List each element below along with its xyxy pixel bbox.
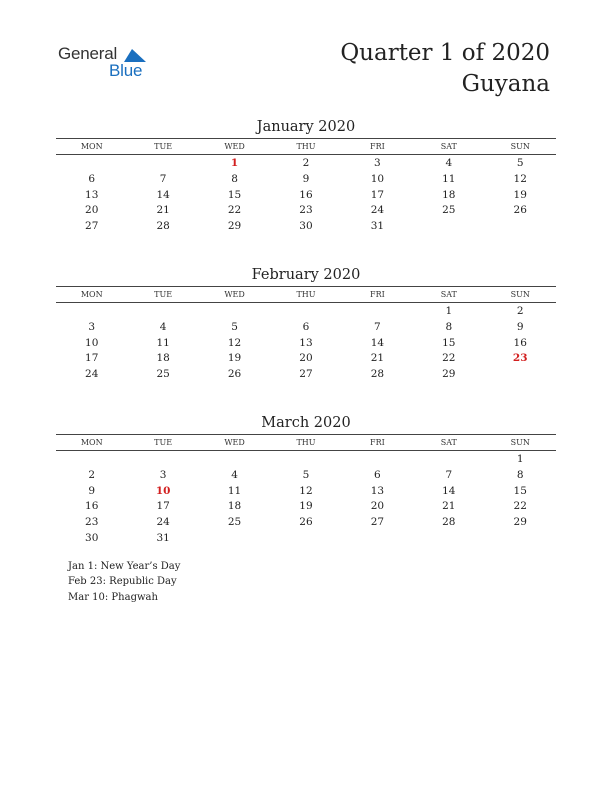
day-cell: 24 [156,516,170,529]
weekday-label: THU [296,290,316,299]
day-cell [199,531,270,547]
day-cell [485,531,556,547]
day-cell: 17 [85,352,99,365]
weekday-label: SAT [440,142,457,151]
week-row [56,219,556,235]
weekday-label: TUE [154,290,173,299]
day-cell [413,531,484,547]
day-cell: 13 [370,484,385,497]
day-cell [127,452,198,468]
day-cell [485,219,556,235]
day-cell: 22 [442,352,456,365]
day-cell: 16 [299,188,313,201]
weekday-label: TUE [154,438,173,447]
brand-logo [58,44,158,84]
weekday-label: MON [80,438,103,447]
weekday-label: SUN [510,438,530,447]
holiday-day-cell: 23 [512,352,528,365]
week-row [56,351,556,367]
day-cell [199,304,270,320]
day-cell: 23 [85,516,99,529]
day-cell: 17 [370,188,385,201]
holiday-day-cell: 1 [230,157,239,169]
day-cell: 10 [85,336,99,349]
weekday-label: SAT [440,438,457,447]
weekday-label: FRI [370,290,385,299]
day-cell: 3 [374,157,381,169]
day-cell: 2 [88,468,96,481]
week-row [56,336,556,352]
day-cell: 8 [516,468,524,481]
day-cell: 11 [156,336,170,349]
week-row [56,499,556,515]
day-cell: 26 [227,368,242,381]
day-cell [199,452,270,468]
day-cell: 21 [370,352,385,365]
week-row [56,172,556,188]
day-cell: 18 [442,188,456,201]
week-row [56,156,556,172]
weekday-label: FRI [370,438,385,447]
week-row [56,452,556,468]
week-row [56,484,556,500]
week-row [56,367,556,383]
day-cell [413,452,484,468]
day-cell: 19 [299,500,313,513]
day-cell: 26 [299,516,313,529]
day-cell: 25 [156,368,170,381]
week-row [56,468,556,484]
day-cell: 20 [85,204,99,217]
month-title: February 2020 [251,267,361,283]
week-row [56,531,556,547]
day-cell: 23 [299,204,313,217]
day-cell: 4 [231,468,238,481]
quarter-title: Quarter 1 of 2020 [340,40,550,66]
day-cell: 15 [442,336,456,349]
day-cell: 6 [302,320,310,333]
day-cell: 4 [445,157,453,169]
day-cell [270,452,341,468]
weekday-label: FRI [370,142,385,151]
day-cell: 19 [227,352,242,365]
day-cell: 31 [370,220,385,233]
day-cell: 25 [442,204,456,217]
day-cell: 28 [156,220,170,233]
weekday-label: SAT [440,290,457,299]
day-cell: 15 [513,484,527,497]
holiday-note: Jan 1: New Year’s Day [68,561,181,572]
day-cell: 16 [85,500,99,513]
month-title: March 2020 [261,415,351,431]
day-cell: 7 [159,172,167,185]
weekday-label: MON [80,142,103,151]
day-cell: 28 [442,516,456,529]
day-cell: 20 [370,500,385,513]
day-cell: 24 [85,368,99,381]
day-cell: 6 [88,172,96,185]
day-cell: 16 [513,336,527,349]
day-cell [342,452,413,468]
day-cell: 22 [227,204,242,217]
weekday-header-row [56,434,556,451]
day-cell [342,304,413,320]
day-cell: 11 [227,484,242,497]
day-cell [56,304,127,320]
day-cell: 3 [159,468,167,481]
day-cell: 9 [516,320,524,333]
weekday-label: WED [224,142,245,151]
weekday-label: WED [224,290,245,299]
day-cell: 1 [516,453,524,465]
month-calendar [56,265,556,383]
page-title [340,38,550,100]
day-cell: 9 [88,484,96,497]
month-title: January 2020 [256,119,356,135]
day-cell: 12 [227,336,242,349]
day-cell [342,531,413,547]
day-cell: 4 [159,320,167,333]
logo-text-blue: Blue [109,61,143,80]
day-cell: 18 [227,500,242,513]
day-cell: 22 [513,500,527,513]
day-cell: 18 [156,352,170,365]
day-cell: 2 [302,157,310,169]
day-cell: 3 [88,320,96,333]
day-cell: 8 [445,320,453,333]
day-cell: 25 [227,516,242,529]
day-cell: 30 [85,531,99,544]
day-cell: 31 [156,531,170,544]
day-cell: 27 [299,368,313,381]
day-cell: 28 [370,368,385,381]
week-row [56,515,556,531]
week-row [56,304,556,320]
day-cell [270,531,341,547]
day-cell: 29 [513,516,527,529]
day-cell [270,304,341,320]
weekday-label: WED [224,438,245,447]
day-cell: 14 [370,336,385,349]
month-calendar [56,117,556,235]
day-cell: 5 [231,320,238,333]
day-cell [56,452,127,468]
day-cell: 14 [442,484,456,497]
day-cell: 8 [231,172,238,185]
day-cell: 5 [516,157,524,169]
week-row [56,320,556,336]
weekday-label: THU [296,142,316,151]
day-cell: 27 [370,516,385,529]
country-title: Guyana [461,71,550,97]
day-cell [127,304,198,320]
day-cell [56,156,127,172]
day-cell: 7 [374,320,381,333]
day-cell: 13 [299,336,313,349]
day-cell: 30 [299,220,313,233]
day-cell: 2 [516,305,524,317]
weekday-label: THU [296,438,316,447]
day-cell: 27 [85,220,99,233]
day-cell: 6 [374,468,381,481]
day-cell: 9 [302,172,310,185]
week-row [56,188,556,204]
holiday-day-cell: 10 [155,484,171,497]
day-cell: 11 [442,172,456,185]
day-cell: 14 [156,188,170,201]
day-cell: 26 [513,204,527,217]
day-cell [485,367,556,383]
day-cell: 13 [85,188,99,201]
day-cell: 17 [156,500,170,513]
day-cell: 7 [445,468,453,481]
day-cell: 24 [370,204,385,217]
day-cell: 15 [227,188,242,201]
weekday-label: SUN [510,290,530,299]
weekday-header-row [56,138,556,155]
day-cell: 5 [302,468,310,481]
day-cell: 1 [445,305,453,317]
day-cell: 21 [156,204,170,217]
day-cell [413,219,484,235]
logo-triangle-icon [124,46,146,62]
holiday-note: Feb 23: Republic Day [68,576,177,588]
day-cell [127,156,198,172]
day-cell: 12 [513,172,527,185]
day-cell: 10 [370,172,385,185]
holiday-notes [68,559,180,605]
logo-text-general: General [58,44,118,63]
weekday-header-row [56,286,556,303]
month-calendar [56,413,556,547]
day-cell: 29 [227,220,242,233]
weekday-label: TUE [154,142,173,151]
holiday-note: Mar 10: Phagwah [68,591,158,603]
day-cell: 20 [299,352,313,365]
day-cell: 19 [513,188,527,201]
day-cell: 21 [442,500,456,513]
day-cell: 12 [299,484,313,497]
week-row [56,203,556,219]
weekday-label: SUN [510,142,530,151]
weekday-label: MON [80,290,103,299]
day-cell: 29 [442,368,456,381]
